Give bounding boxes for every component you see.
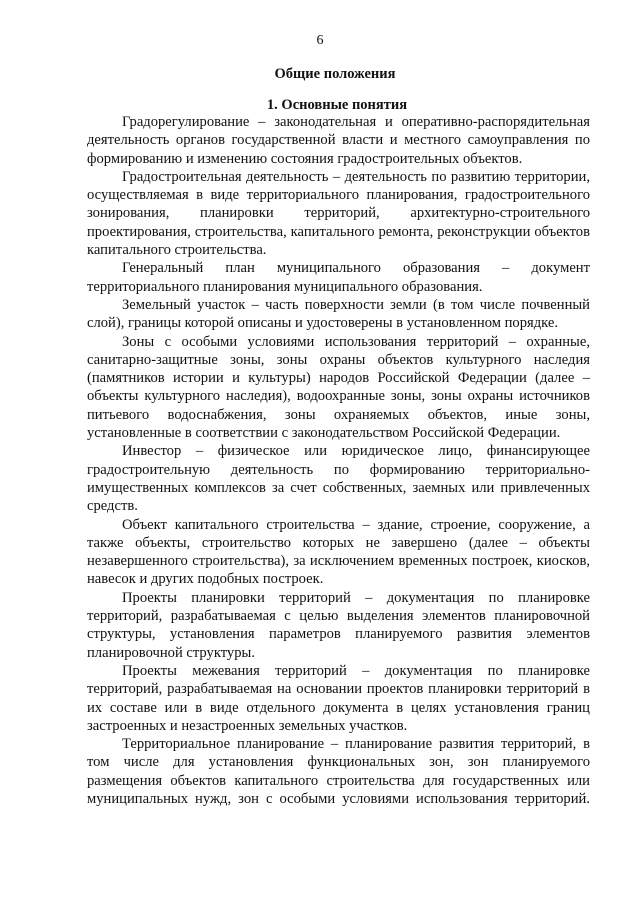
- paragraph-zony-osobykh-usloviy: Зоны с особыми условиями использования территорий – охранные, санитарно-защитные зоны, зоны охраны объектов культурного наследия (памятников истории и культуры) народов Российской Федерации (далее – объекты культурного наследия), водоохранные зоны, зоны охраны источников питьевого водоснабжения, зоны охраняемых объектов, иные зоны, установленные в соответствии с законодательством Российской Федерации.: [87, 333, 590, 442]
- paragraph-gradostroitelnaya-deyatelnost: Градостроительная деятельность – деятельность по развитию территории, осуществляемая в виде территориального планирования, градостроительного зонирования, планировки территорий, архитектурно-строительного проектирования, строительства, капитального ремонта, реконструкции объектов капитального строительства.: [87, 168, 590, 259]
- paragraph-obekt-kapitalnogo-stroitelstva: Объект капитального строительства – здание, строение, сооружение, а также объекты, строительство которых не завершено (далее – объекты незавершенного строительства), за исключением временных построек, киосков, навесок и других подобных построек.: [87, 516, 590, 588]
- document-title: Общие положения: [274, 66, 396, 82]
- paragraph-generalnyi-plan: Генеральный план муниципального образования – документ территориального планирования муниципального образования.: [87, 260, 590, 295]
- paragraph-proekty-mezhevaniya: Проекты межевания территорий – документация по планировке территорий, разрабатываемая на основании проектов планировки территорий в их составе или в виде отдельного документа в целях установления границ застроенных и незастроенных земельных участков.: [87, 662, 590, 734]
- paragraph-gradoregulirovanie: Градорегулирование – законодательная и оперативно-распорядительная деятельность органов государственной власти и местного самоуправления по формированию и изменению состояния градостроительных объектов.: [87, 114, 590, 167]
- paragraph-zemelnyi-uchastok: Земельный участок – часть поверхности земли (в том числе почвенный слой), границы которой описаны и удостоверены в установленном порядке.: [87, 296, 590, 332]
- paragraph-territorialnoe-planirovanie: Территориальное планирование – планирование развития территорий, в том числе для установления функциональных зон, зон планируемого размещения объектов капитального строительства для государственных или муниципальных нужд, зон с особыми условиями использования территорий.: [87, 736, 590, 807]
- section-heading: 1. Основные понятия: [266, 97, 408, 113]
- paragraph-investor: Инвестор – физическое или юридическое лицо, финансирующее градостроительную деятельность по формированию территориально-имущественных комплексов за счет собственных, заемных или привлеченных средств.: [87, 443, 590, 515]
- page-number: 6: [316, 33, 324, 48]
- body-text: [87, 113, 590, 808]
- paragraph-proekty-planirovki: Проекты планировки территорий – документация по планировке территорий, разрабатываемая с целью выделения элементов планировочной структуры, установления параметров планируемого развития элементов планировочной структуры.: [87, 589, 590, 661]
